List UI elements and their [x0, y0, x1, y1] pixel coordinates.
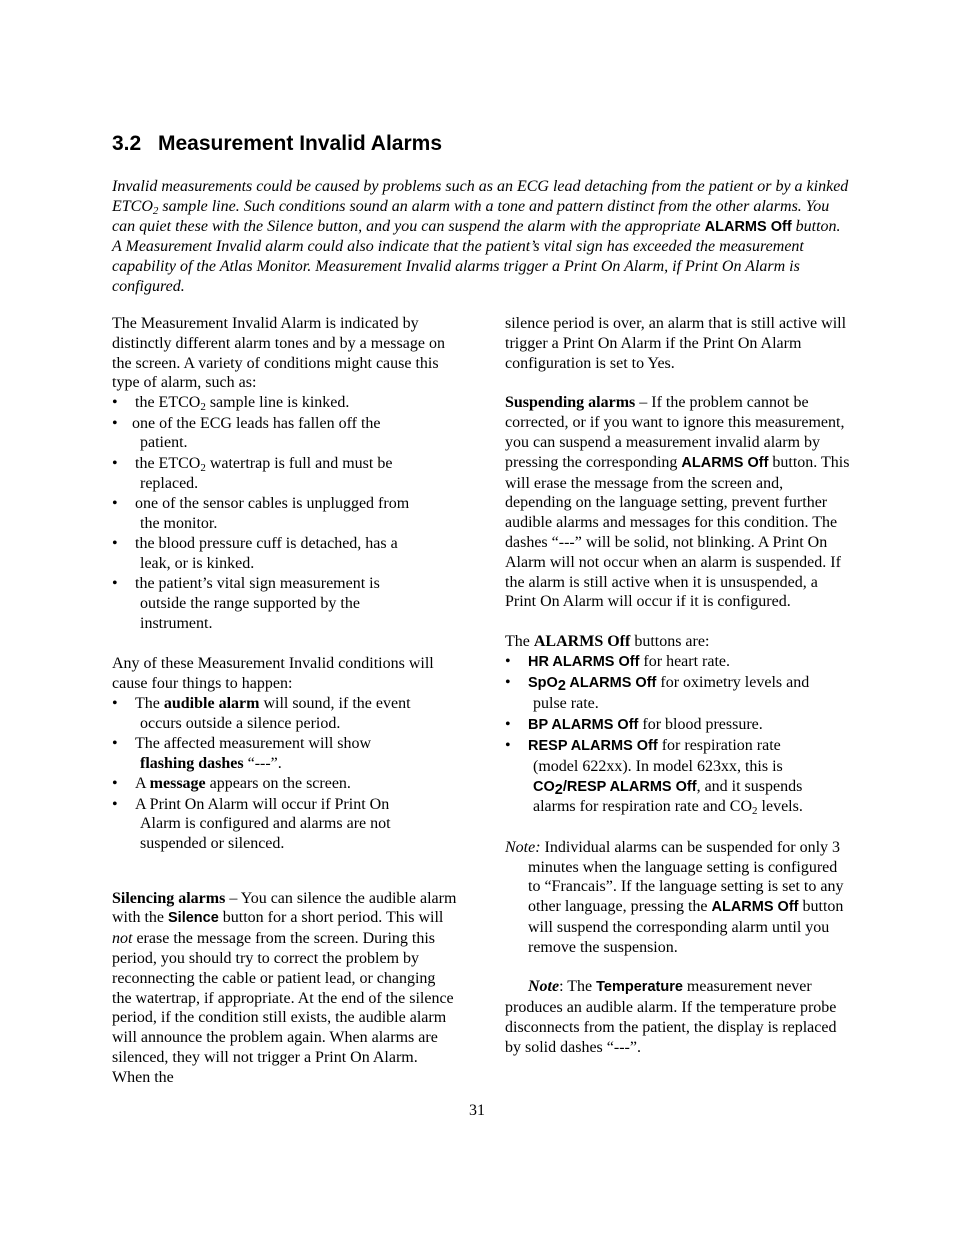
list-item	[112, 494, 457, 534]
bullet-icon: •	[112, 494, 118, 512]
list-item	[505, 736, 850, 817]
co2-resp-alarms-off-label: /RESP ALARMS Off	[562, 778, 697, 795]
item-text: the monitor.	[140, 514, 218, 532]
buttons-intro	[505, 632, 850, 652]
item-text: A	[135, 775, 150, 793]
item-text: (model 622xx). In model 623xx, this is	[533, 757, 783, 775]
paragraph-text: – If the problem cannot be corrected, or if you want to ignore this measurement, you can suspend a measurement invalid alarm by pressing the corresponding	[505, 394, 845, 471]
suspending-paragraph	[505, 393, 850, 612]
silencing-heading: Silencing alarms	[112, 889, 226, 907]
item-text: for oximetry levels and	[656, 674, 810, 692]
intro-paragraph	[112, 177, 852, 297]
item-text: suspended or silenced.	[140, 835, 285, 853]
alarms-off-label: ALARMS Off	[533, 633, 631, 651]
item-text: instrument.	[140, 614, 213, 632]
subscript: 2	[152, 204, 159, 217]
item-bold-text: audible alarm	[163, 694, 260, 712]
spacer	[505, 373, 850, 393]
item-text: appears on the screen.	[205, 775, 351, 793]
subscript: 2	[200, 461, 206, 474]
bullet-icon: •	[112, 735, 118, 753]
list-item	[112, 734, 457, 774]
silencing-paragraph	[112, 889, 457, 1088]
subscript: 2	[752, 805, 758, 818]
item-text: the ETCO	[135, 454, 201, 472]
item-text: sample line is kinked.	[205, 394, 350, 412]
bullet-icon: •	[505, 674, 511, 692]
item-text: will sound, if the event	[259, 694, 411, 712]
item-text: one of the ECG leads has fallen off the	[132, 414, 381, 432]
paragraph-text: button will suspend the corresponding alarm until you remove the suspension.	[528, 898, 844, 956]
subscript: 2	[557, 678, 566, 695]
bullet-icon: •	[112, 454, 118, 472]
paragraph-text: The	[505, 633, 534, 651]
emphasis-text: not	[112, 930, 133, 948]
spo2-alarms-off-label: SpO	[528, 675, 558, 692]
item-text: leak, or is kinked.	[140, 554, 255, 572]
paragraph-text: – You can silence the audible alarm with the	[112, 889, 457, 927]
item-text: one of the sensor cables is unplugged from	[135, 494, 410, 512]
list-item	[112, 534, 457, 574]
paragraph-text: erase the message from the screen. During this period, you should try to correct the problem by reconnecting the cable or patient lead, or changing the watertrap, if appropriate. At the end of the silence period, if the condition still exists, the audible alarm will announce the problem again. When alarms are silenced, they will not trigger a Print On Alarm. When the	[112, 930, 454, 1086]
list-item	[112, 774, 457, 794]
left-column	[112, 314, 457, 1088]
intro-text: Invalid measurements could be caused by problems such as an ECG lead detaching from the patient or by a kinked ETCO	[112, 178, 849, 215]
item-text: for heart rate.	[639, 652, 731, 670]
list-item	[505, 715, 850, 736]
paragraph-text: Individual alarms can be suspended for only 3 minutes when the language setting is configured to “Francais”. If the language setting is set to any other language, pressing the	[528, 838, 844, 916]
alarms-off-button-label: ALARMS Off	[681, 454, 769, 471]
list-item	[112, 694, 457, 734]
item-text: The affected measurement will show	[135, 735, 372, 753]
temperature-label: Temperature	[596, 979, 683, 996]
paragraph-text: measurement never produces an audible alarm. If the temperature probe disconnects from the patient, the display is replaced by solid dashes “---”.	[505, 978, 837, 1056]
item-bold-text: message	[149, 775, 206, 793]
spacer	[112, 634, 457, 654]
intro-text: button. A Measurement Invalid alarm could also indicate that the patient’s vital sign has exceeded the measurement capability of the Atlas Monitor. Measurement Invalid alarms trigger a Print On Alarm, if Print On Alarm is configured.	[112, 217, 841, 295]
bullet-icon: •	[505, 715, 511, 733]
bullet-icon: •	[112, 394, 118, 412]
item-bold-text: flashing dashes	[140, 754, 244, 772]
paragraph-text: button for a short period. This will	[218, 909, 444, 927]
bullet-icon: •	[112, 775, 118, 793]
silence-button-label: Silence	[168, 910, 219, 927]
bp-alarms-off-label: BP ALARMS Off	[528, 716, 639, 733]
item-text: for blood pressure.	[638, 715, 763, 733]
suspending-heading: Suspending alarms	[505, 394, 636, 412]
list-item	[112, 414, 457, 454]
causes-list	[112, 393, 457, 634]
intro-conditions-paragraph: The Measurement Invalid Alarm is indicated by distinctly different alarm tones and by a message on the screen. A variety of conditions might cause this type of alarm, such as:	[112, 315, 445, 392]
list-item	[505, 652, 850, 673]
temperature-note-paragraph	[505, 977, 850, 1057]
item-text: alarms for respiration rate and CO	[533, 798, 753, 816]
item-text: the patient’s vital sign measurement is	[135, 575, 380, 593]
section-heading	[112, 132, 442, 156]
spacer	[112, 855, 457, 889]
alarms-off-button-label: ALARMS Off	[704, 218, 792, 235]
item-text: , and it suspends	[696, 777, 803, 795]
paragraph-text: : The	[559, 978, 597, 996]
list-item	[112, 795, 457, 854]
item-text: the blood pressure cuff is detached, has a	[135, 535, 398, 553]
effects-intro-paragraph: Any of these Measurement Invalid conditions will cause four things to happen:	[112, 655, 434, 693]
list-item	[112, 454, 457, 494]
item-text: A Print On Alarm will occur if Print On	[135, 795, 390, 813]
note-paragraph	[505, 838, 850, 958]
section-number: 3.2	[112, 132, 142, 155]
item-text: pulse rate.	[533, 695, 599, 713]
item-text: levels.	[757, 798, 803, 816]
bullet-icon: •	[505, 736, 511, 754]
paragraph-text: buttons are:	[630, 633, 710, 651]
note-label: Note	[528, 978, 560, 996]
paragraph-text: button. This will erase the message from the screen and, depending on the language setting, prevent further audible alarms and messages for this condition. The dashes “---” will be solid, not blinking. A Print On Alarm will not occur when an alarm is suspended. If the alarm is still active when it is unsuspended, a Print On Alarm will occur if it is configured.	[505, 453, 850, 611]
right-column	[505, 314, 850, 1058]
subscript: 2	[200, 401, 206, 414]
item-text: outside the range supported by the	[140, 595, 360, 613]
bullet-icon: •	[112, 535, 118, 553]
hr-alarms-off-label: HR ALARMS Off	[528, 653, 640, 670]
resp-alarms-off-label: RESP ALARMS Off	[528, 737, 658, 754]
bullet-icon: •	[112, 575, 118, 593]
item-text: Alarm is configured and alarms are not	[140, 815, 391, 833]
bullet-icon: •	[505, 652, 511, 670]
bullet-icon: •	[112, 795, 118, 813]
item-text: replaced.	[140, 474, 199, 492]
item-text: “---”.	[243, 754, 282, 772]
page-number: 31	[469, 1102, 485, 1119]
alarm-buttons-list	[505, 652, 850, 817]
spacer	[505, 957, 850, 977]
item-text: The	[135, 694, 164, 712]
note-label: Note:	[505, 838, 541, 856]
subscript: 2	[554, 781, 563, 798]
co2-resp-alarms-off-label: CO	[533, 778, 555, 795]
item-text: occurs outside a silence period.	[140, 714, 341, 732]
item-text: patient.	[140, 434, 188, 452]
list-item	[505, 673, 850, 714]
item-text: watertrap is full and must be	[205, 454, 393, 472]
alarms-off-button-label: ALARMS Off	[711, 899, 799, 916]
spacer	[505, 818, 850, 838]
item-text: for respiration rate	[657, 736, 781, 754]
bullet-icon: •	[112, 694, 118, 712]
intro-text: sample line. Such conditions sound an alarm with a tone and pattern distinct from the other alarms. You can quiet these with the Silence button, and you can suspend the alarm with the appropriate	[112, 197, 830, 235]
list-item	[112, 574, 457, 633]
item-text: the ETCO	[135, 394, 201, 412]
section-title: Measurement Invalid Alarms	[158, 132, 442, 155]
list-item	[112, 393, 457, 413]
continued-paragraph: silence period is over, an alarm that is still active will trigger a Print On Alarm if the Print On Alarm configuration is set to Yes.	[505, 315, 847, 372]
bullet-icon: •	[112, 414, 118, 432]
spacer	[505, 612, 850, 632]
spo2-alarms-off-label: ALARMS Off	[565, 675, 657, 692]
effects-list	[112, 694, 457, 854]
